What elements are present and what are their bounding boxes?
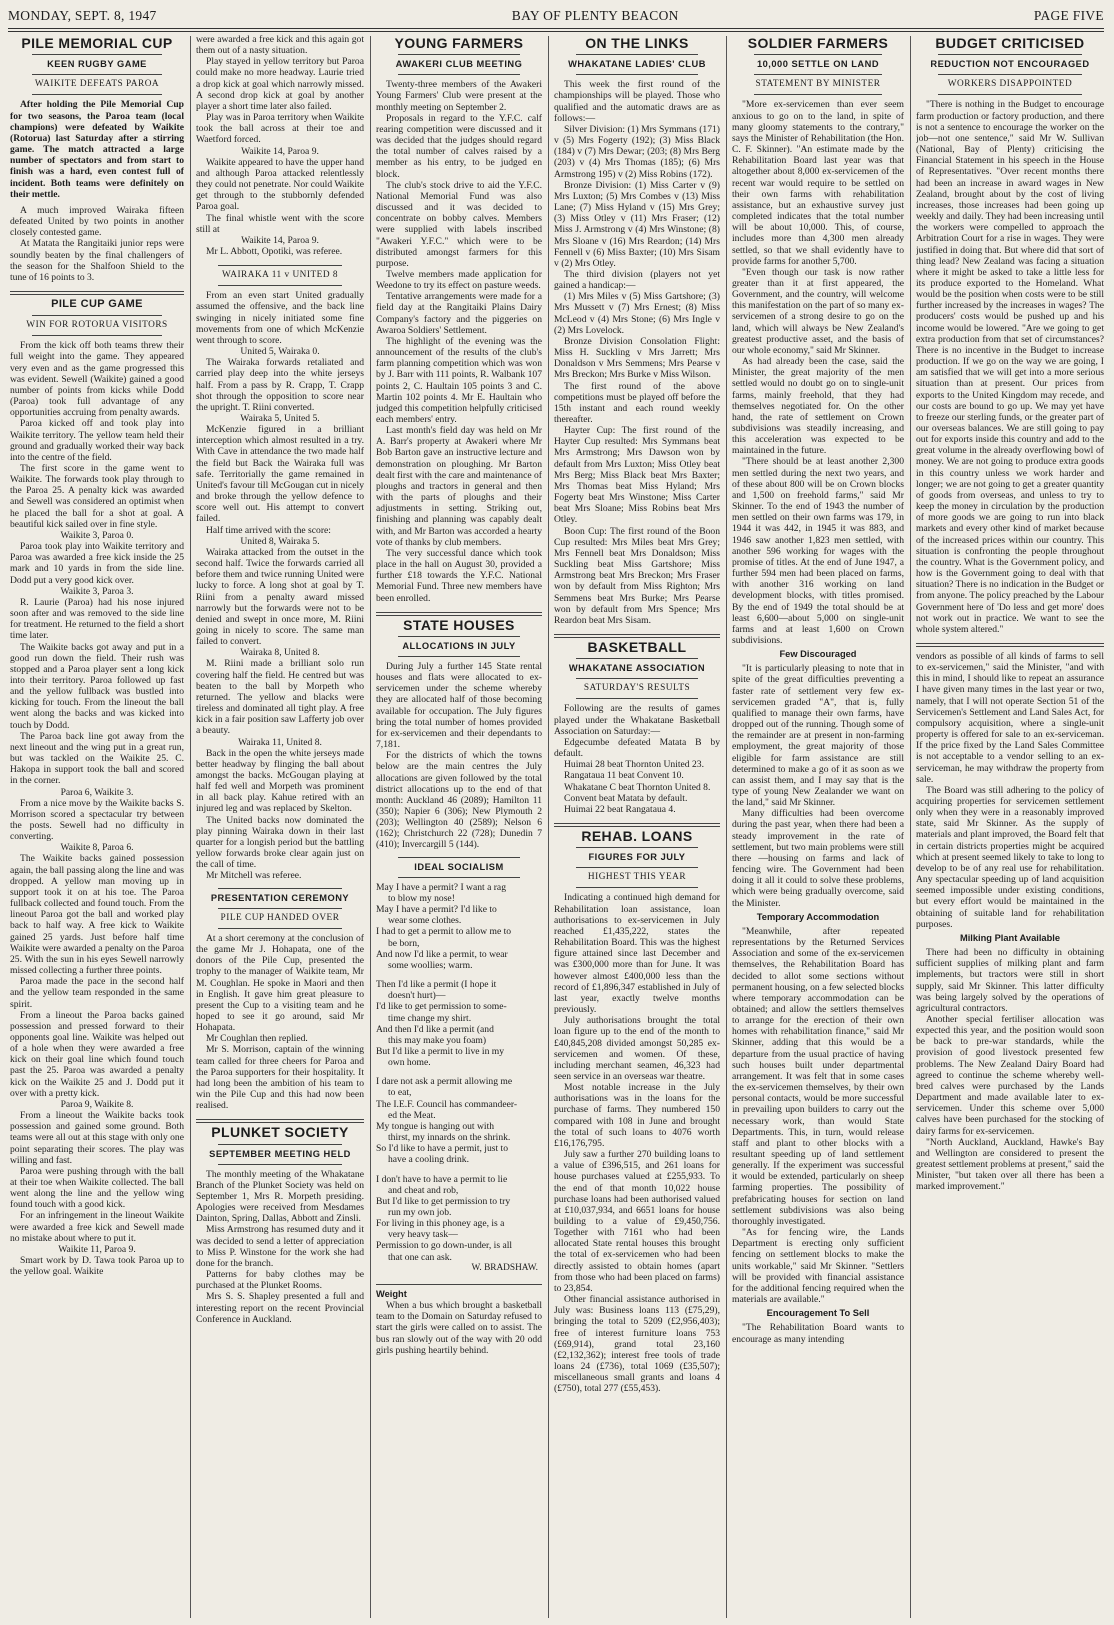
poem-line: May I have a permit? I'd like to [376,904,497,916]
column-4 [554,34,720,1618]
article-headline: PLUNKET SOCIETY [211,1124,349,1141]
poem-line: May I have a permit? I want a rag [376,881,506,893]
divider [398,636,520,637]
score-line: Waikite 3, Paroa 3. [60,585,134,597]
poem-line: this may make you foam) [388,1034,487,1046]
paragraph: The club's stock drive to aid the Y.F.C. National Memorial Fund was also discussed and it was decided to concentrate on bobby calves. Members were supplied with labels inscribed "Awakeri Y.F.C." which were to be distributed amongst farmers for this purpose. [376,179,542,269]
paragraph: Paroa kicked off and took play into Waikite territory. The yellow team held their ground and gradually worked their way back into the centre of the field. [10,418,184,463]
paragraph: The final whistle went with the score still at [196,212,364,235]
subheadline: ALLOCATIONS IN JULY [402,640,516,651]
divider [218,265,342,266]
column-1 [10,34,184,1618]
side-heading: Few Discouraged [779,649,857,660]
article-lead: After holding the Pile Memorial Cup for two seasons, the Paroa team (local champions) were defeated by Waikite (Rotorua) last Saturday after a stirring game. The match attracted a large number of spectators and from start to finish was a hard, even contest full of incident. Both teams were definitely on their mettle. [10,99,184,200]
side-heading: Milking Plant Available [959,932,1061,943]
paragraph: were awarded a free kick and this again got them out of a nasty situation. [196,34,364,57]
paragraph: From an even start United gradually assumed the offensive, and the back line swinging in nicely initiated some fine movements from one of which McKenzie went through to score. [196,290,364,346]
score-line: Waikite 14, Paroa 9. [241,234,319,246]
divider [576,658,698,659]
paragraph: Miss Armstrong has resumed duty and it was decided to send a letter of appreciation to Miss P. Winstone for the work she had done for the branch. [196,1224,364,1269]
paragraph: For an infringement in the lineout Waikite were awarded a free kick and Sewell made no mistake about where to put it. [10,1210,184,1244]
paragraph: "It is particularly pleasing to note that in spite of the great difficulties preventing a faster rate of settlement very few ex-servicemen graded "A", that is, fully qualified to manage their own farms, have dropped out of the running. Though some of the remainder are at present in non-farming employment, the great majority of those eligible for farm assistance are still determined to make a go of it as soon as we can assist them, and I may say that is the type of young New Zealander we want on the land," said Mr Skinner. [732,663,904,809]
paragraph: Waikite appeared to have the upper hand and although Paroa attacked relentlessly they could not penetrate. Nor could Waikite get through to the stubbornly defended Paroa goal. [196,156,364,213]
paragraph: The highlight of the evening was the announcement of the results of the club's farm planning competition which was won by J. Barr with 111 points, R. Walbank 107 points 2, C. Haultain 105 points 3 and C. Martin 102 points 4. Mr E. Haultain who judged this competition helpfully criticised each members' entry. [376,335,542,425]
paragraph: Indicating a continued high demand for Rehabilitation loan assistance, loan authorisations to ex-servicemen in July reached £1,435,222, states the Rehabilitation Board. This was the highest figure attained since last December and was £300,000 more than for June. It was however almost £400,000 less than the record of £1,896,347 established in July of last year, exactly twelve months previously. [554,892,720,1016]
subheadline: SEPTEMBER MEETING HELD [209,1148,351,1159]
divider [576,54,698,55]
poem-line: And then I'd like a permit (and [376,1023,494,1035]
column-6 [916,34,1104,1618]
paragraph: Smart work by D. Tawa took Paroa up to the yellow goal. Waikite [10,1255,184,1278]
divider [32,54,162,55]
divider [754,54,882,55]
paragraph: "North Auckland, Auckland, Hawke's Bay and Wellington are considered to present the greatest settlement problems at present," said the Minister, "but taken over all there has been a marked improvement." [916,1136,1104,1193]
paragraph: Mr L. Abbott, Opotiki, was referee. [206,245,343,257]
column-3 [376,34,542,1618]
masthead-rule [8,28,1104,29]
divider [754,74,882,75]
paragraph: At a short ceremony at the conclusion of the game Mr J. Hohapata, one of the donors of the Pile Cup, presented the trophy to the manager of Waikite team, Mr M. Coughlan. He spoke in Maori and then in English. It gave him great pleasure to present the Cup to a visiting team and he hoped to see it go around, said Mr Hohapata. [196,932,364,1034]
divider [398,877,520,878]
score-line: Paroa 6, Waikite 3. [60,786,134,798]
divider [576,698,698,699]
poem-line: run my own job. [388,1207,452,1218]
score-line: Wairaka 5, United 5. [240,413,320,424]
paragraph: Tentative arrangements were made for a field day at the Rangitaiki Plains Dairy Company's factory and the piggeries on Awaroa Soldiers' Settlement. [376,291,542,336]
article-headline: IDEAL SOCIALISM [414,861,504,872]
paragraph: The Paroa back line got away from the next lineout and the wing put in a great run, but was tackled on the Waikite 25. C. Hakopa in support took the ball and scored in the corner. [10,730,184,787]
result-line: Huimai 28 beat Thornton United 23. [564,759,704,771]
article-headline: PILE MEMORIAL CUP [21,35,173,51]
side-heading: Encouragement To Sell [766,1308,870,1319]
column-rule [726,36,727,1618]
subheadline: KEEN RUGBY GAME [47,59,147,70]
paragraph: "There is nothing in the Budget to encourage farm production or factory production, and there is not a sentence to encourage the worker on the job—not one sentence," said Mr W. Sullivan (National, Bay of Plenty) criticising the Financial Statement in his speech in the House of Representatives. "Over recent months there had been an increase in award wages in New Zealand, brought about by the cost of living increases, those increases had been going up weekly and daily. They had been increasing until the workers were compelled to approach the Arbitration Court for a rise in wages. They were justified in doing that. But where did that sort of thing lead? New Zealand was facing a situation where it might be asked to take a little less for its produce exported to the Homeland. What would be the position when costs were to be still further increased by the increases in wages? The producers' costs would be pushed up and his income would be lowered. "Are we going to get extra production from that set of circumstances? There is no incentive in the Budget to increase production. If we go on the way we are going, I am satisfied that we will get into a more serious situation than at present. Our prices from exports to the United Kingdom may recede, and our costs are bound to go up. We may yet have to freeze our sterling funds, or the greater part of our overseas balances. We are still going to pay out for exports inside this country and add to the great volume in the already overflowing bowl of money. We are not going to produce extra goods in this country unless we work harder and longer; we are not going to get a greater quantity of goods from overseas, and unless to try to keep the money in circulation by the production of more goods we are going to run into black markets and every other kind of market because of the increased prices within our country. This situation is confronting the people throughout the country. What is the Government policy, and how is the Government going to deal with that situation? There is no indication in the Budget or from anyone. The policy preached by the Labour Government here of 'Do less and get more' does not work out in practice. We want to see the whole system altered." [916,99,1104,635]
masthead-rule-thin [8,31,1104,32]
paragraph: "Meanwhile, after repeated representations by the Returned Services Association and some of the ex-servicemen themselves, the Rehabilitation Board has decided to allot some sections without permanent housing, on a few selected blocks where temporary accommodation can be obtained; and allow the settlers themselves to arrange for the erection of their own homes with rehabilitation finance," said Mr Skinner, adding that this would be a departure from the usual practice of having such houses built under departmental arrangement. It was felt that in some cases the ex-servicemen themselves, by their own personal contacts, would be more successful in prevailing upon builders to carry out the necessary work, than would State Departments. This, in turn, would release staff and plant to other blocks with a resultant speeding up of land settlement generally. If the experiment was successful it would be extended, particularly on sheep farming properties. The possibility of prefabricating houses for section on land settlement subdivisions was also being thoroughly investigated. [732,925,904,1227]
article-headline: YOUNG FARMERS [394,35,524,51]
paragraph: vendors as possible of all kinds of farms to sell to ex-servicemen," said the Minister, "and with this in mind, I should like to repeat an assurance I have given many times in the last year or two, namely, that I will not operate Section 51 of the Servicemen's Settlement and Land Sales Act, for compulsory acquisition, where a single-unit property is offered for sale to an ex-serviceman. If the price fixed by the Land Sales Committee is not acceptable to a vendor selling to an ex-serviceman, he may withdraw the property from sale. [916,650,1104,785]
article-headline: PILE CUP GAME [51,297,143,310]
subheadline: WAIRAKA 11 v UNITED 8 [221,270,339,281]
paragraph: The Waikite backs gained possession again, the ball passing along the line and was dropped. A yellow man moving up in support took it on at his toe. The Paroa fullback collected and found touch. From the lineout Paroa got the ball and worked play back to half way. A free kick to Waikite gained 25 yards. Just before half time Waikite were awarded a penalty on the Paroa 25. With the sun in his eyes Sewell narrowly missed collecting a further three points. [10,853,184,977]
paragraph: Twelve members made application for Weedone to try its effect on pasture weeds. [376,268,542,292]
poem-line: I don't have to have a permit to lie [376,1173,508,1185]
divider [218,1144,342,1145]
divider [398,74,520,75]
paragraph: July saw a further 270 building loans to a value of £396,515, and 261 loans for house purchases valued at £255,933. To the end of that month 10,022 house purchase loans had been authorised valued at £10,037,934, and 6651 loans for house building to a value of £9,450,756. Together with 7161 who had been allocated State rental houses this brought the total of ex-servicemen who had been directly assisted to obtain homes (apart from those who had been placed on farms) to 23,854. [554,1149,720,1294]
section-divider [916,643,1104,647]
poem-line: But I'd like to get permission to try [376,1195,511,1207]
result-line: Rangataua 11 beat Convent 10. [564,770,684,782]
divider [576,887,698,888]
paragraph: The first round of the above competitions must be played off before the 15th instant and each round weekly thereafter. [554,380,720,425]
paragraph: Paroa were pushing through with the ball at their toe when Waikite collected. The ball went along the line and the yellow wing found touch with a good kick. [10,1165,184,1211]
paragraph: "The Rehabilitation Board wants to encourage as many intending [732,1322,904,1345]
side-heading: Temporary Accommodation [756,911,880,922]
paragraph: This week the first round of the championships will be played. Those who qualified and the automatic draws are as follows:— [554,79,720,124]
paragraph: From the kick off both teams threw their full weight into the game. They appeared very even and as the game progressed this was evident. Sewell (Waikite) gained a good number of points from kicks while Dodd (Paroa) took full advantage of any opportunities accruing from penalty awards. [10,340,184,419]
paragraph: The Waikite backs got away and put in a good run down the field. Their rush was stopped and a Paroa player sent a long kick into their territory. Paroa followed up fast and the yellow fullback was bustled into kicking for touch. From the lineout the ball went along the backs and was kicked into touch by Dodd. [10,641,184,731]
paragraph: Mr S. Morrison, captain of the winning team called for three cheers for Paroa and the Paroa supporters for their hospitality. It had long been the ambition of his team to win the Pile Cup and this had now been realised. [196,1044,364,1112]
subheadline: PILE CUP HANDED OVER [220,912,340,923]
result-line: Huimai 22 beat Rangataua 4. [564,803,676,815]
paragraph: Paroa took play into Waikite territory and Paroa was awarded a free kick inside the 25 mark and 10 yards in from the side line. Dodd put a very good kick over. [10,541,184,586]
paragraph: Last month's field day was held on Mr A. Barr's property at Awakeri where Mr Bob Barton gave an instructive lecture and demonstration on ploughing. Mr Barton dealt first with the care and maintenance of ploughs and tractors in general and then with the parts of ploughs and their adjustments in setting. Striking out, finishing and planning was capably dealt with, and Mr Barton was accorded a hearty vote of thanks by club members. [376,425,542,548]
divider [218,1164,342,1165]
divider [218,888,342,889]
section-divider [554,823,720,827]
paragraph: Bronze Division: (1) Miss Carter v (9) Mrs Luxton; (5) Mrs Combes v (13) Miss Lane; (7) Miss Hyland v (15) Mrs Grey; (3) Miss Otley v (11) Mrs Fraser; (12) Miss J. Armstrong v (4) Mrs Winstone; (8) Mrs Sloane v (16) Mrs Reardon; (14) Mrs Fennell v (6) Miss Baxter; (10) Mrs Sisam v (2) Mrs Otley. [554,179,720,269]
paragraph: The Wairaka forwards retaliated and carried play deep into the white jerseys half. From a pass by R. Crapp, T. Crapp shot through the opposition to score near the upright. T. Riini converted. [196,357,364,413]
paragraph: Paroa made the pace in the second half and the yellow team responded in the same spirit. [10,976,184,1010]
divider [376,1284,542,1285]
poem-line: Then I'd like a permit (I hope it [376,979,497,991]
paragraph: Other financial assistance authorised in July was: Business loans 113 (£75,29), bringing the total to 5209 (£2,956,403); free of interest furniture loans 753 (£69,914), grand total 23,160 (£2,132,362); interest free tools of trade loans 24 (£736), total 1069 (£35,507); miscellaneous small grants and loans 4 (£750), total 277 (£55,453). [554,1294,720,1395]
subheadline: WORKERS DISAPPOINTED [947,79,1073,90]
section-divider [196,1119,364,1123]
paragraph: From a lineout the Waikite backs took possession and gained some ground. Both teams were all out at this stage with only one point separating their scores. The play was willing and fast. [10,1110,184,1166]
paragraph: At Matata the Rangitaiki junior reps were soundly beaten by the final challengers of the season for the Shalfoon Shield to the tune of 16 points to 3. [10,238,184,283]
column-rule [548,36,549,1618]
paragraph: Twenty-three members of the Awakeri Young Farmers' Club were present at the monthly meeting on September 2. [376,79,542,113]
poem-line: I'd like to get permission to some- [376,1001,507,1013]
paragraph: Back in the open the white jerseys made better headway by flinging the ball about amongst the backs. McGougan playing at half fed well and Morpeth was prominent in all back play. Kahue retired with an injured leg and was replaced by Skelton. [196,747,364,815]
score-line: United 5, Wairaka 0. [240,346,320,358]
paragraph: Play stayed in yellow territory but Paroa could make no more headway. Laurie tried a drop kick at goal which narrowly missed. A second drop kick at goal by another player a short time later also failed. [196,56,364,112]
paragraph: R. Laurie (Paroa) had his nose injured soon after and was removed to the side line for treatment. He returned to the field a short time later. [10,596,184,642]
poem-line: My tongue is hanging out with [376,1120,495,1132]
subheadline: WHAKATANE ASSOCIATION [568,663,706,674]
paragraph: The United backs now dominated the play pinning Wairaka down in their last quarter for a longish period but the battling yellow forwards broke clear again just on the call of time. [196,814,364,871]
paragraph: There had been no difficulty in obtaining sufficient supplies of milking plant and farm implements, but tractors were still in short supply, said Mr Skinner. This latter difficulty was being largely solved by the operations of agricultural contractors. [916,947,1104,1014]
paragraph: Patterns for baby clothes may be purchased at the Plunket Rooms. [196,1269,364,1292]
paragraph: As had already been the case, said the Minister, the great majority of the men settled would no doubt go on to single-unit farms, mainly freehold, that they had themselves negotiated for. On the other hand, the rate of settlement on Crown subdivisions was steadily increasing, and this acceleration was expected to be maintained in the future. [732,356,904,457]
subheadline: SATURDAY'S RESULTS [583,683,691,694]
paragraph: (1) Mrs Miles v (5) Miss Gartshore; (3) Mrs Mussett v (7) Mrs Ernest; (8) Miss McLeod v (4) Mrs Stone; (6) Mrs Ingle v (2) Mrs Lovelock. [554,291,720,336]
poem-line: And now I'd like a permit, to wear [376,948,508,960]
section-divider [376,612,542,616]
subheadline: FIGURES FOR JULY [588,852,686,863]
poem-line: The I.E.F. Council has commandeer- [376,1098,518,1110]
section-divider [554,634,720,638]
paragraph: Proposals in regard to the Y.F.C. calf rearing competition were discussed and it was decided that the judges should regard the total number of calves raised by a member as his entry, to be judged en block. [376,112,542,180]
newspaper-columns [10,34,1106,1620]
result-line: Edgecumbe defeated Matata B by default. [554,736,720,760]
paragraph: Another special fertiliser allocation was expected this year, and the position would soon be back to pre-war standards, while the provision of good livestock presented few problems. The New Zealand Dairy Board had agreed to continue the scheme whereby well-bred calves were purchased by the Lands Department and made available later to ex-servicemen. Under this scheme over 5,000 calves have been purchased for the stocking of dairy farms for ex-servicemen. [916,1013,1104,1137]
result-line: Convent beat Matata by default. [564,792,688,804]
subheadline: REDUCTION NOT ENCOURAGED [930,59,1090,70]
paragraph: When a bus which brought a basketball team to the Domain on Saturday refused to start the girls were called on to assist. The bus ran slowly out of the way with 20 odd girls pushing heartily behind. [376,1300,542,1356]
masthead [8,6,1104,26]
paragraph: Silver Division: (1) Mrs Symmans (171) v (5) Mrs Fogerty (192); (3) Miss Black (184) v (7) Mrs Dewar; (203; (8) Mrs Berg (203) v (4) Mrs Thomas (185); (6) Mrs Armstrong 195) v (2) Miss Robins (172). [554,123,720,180]
divider [218,285,342,286]
paragraph: "There should be at least another 2,300 men settled during the next two years, and of these about 800 will be on Crown blocks and 1,500 on freehold farms," said Mr Skinner. To the end of 1943 the number of men settled on their own farms was 179, in 1944 it was 442, in 1945 it was 883, and 1946 saw another 1,823 men settled, with another 596 working for wages with the promise of titles. At the end of June 1947, a further 594 men had been placed on farms, with another 316 working on land development blocks, with titles promised. By the end of 1949 the total should be at least 6,600—about 5,000 on single-unit farms and at least 1,600 on Crown subdivisions. [732,456,904,646]
poem-line: wear some clothes. [388,915,462,927]
paragraph: During July a further 145 State rental houses and flats were allocated to ex-servicemen under the scheme whereby they are allocated half of those becoming available for occupation. The July figures bring the total number of homes provided for ex-servicemen and their dependants to 7,181. [376,660,542,751]
result-line: Whakatane C beat Thornton United 8. [564,781,711,793]
newspaper-title: BAY OF PLENTY BEACON [511,8,679,23]
poem-line: thirst, my innards on the shrink. [388,1132,511,1144]
score-line: Paroa 9, Waikite 8. [60,1098,134,1110]
poem-line: be born, [388,937,420,949]
paragraph: From a lineout the Paroa backs gained possession and pressed forward to their opponents goal line. Waikite was helped out of a hole when they were awarded a free kick on their goal line which found touch past the 25. Paroa was awarded a penalty kick on the Waikite 25 and J. Dodd put it over with a pretty kick. [10,1009,184,1099]
paragraph: Play was in Paroa territory when Waikite took the ball across at their toe and Waetford forced. [196,112,364,146]
column-rule [910,36,911,1618]
poem-line: For living in this phoney age, is a [376,1218,505,1230]
issue-date: MONDAY, SEPT. 8, 1947 [8,8,157,23]
item-heading: Weight [376,1288,407,1299]
section-divider [10,291,184,295]
divider [938,94,1082,95]
divider [398,857,520,858]
paragraph: "As for fencing wire, the Lands Department is erecting only sufficient fencing on settlement blocks to make the units workable," said Mr Skinner. "Settlers will be provided with financial assistance for the additional fencing required when the materials are available." [732,1227,904,1306]
divider [938,54,1082,55]
subheadline: WAIKITE DEFEATS PAROA [34,79,160,90]
divider [398,54,520,55]
divider [576,847,698,848]
divider [576,867,698,868]
paragraph: The monthly meeting of the Whakatane Branch of the Plunket Society was held on September 1, Mrs R. Morpeth presiding. Apologies were received from Mesdames Dainton, Spring, Dallas, Abbott and Zinsli. [196,1168,364,1225]
article-headline: BASKETBALL [587,638,687,655]
paragraph: Many difficulties had been overcome during the past year, when there had been a steady improvement in the rate of settlement, but two main problems were still there —housing on farms and lack of fencing wire. The Government had been doing it all it could to solve these problems, which were being gradually overcome, said the Minister. [732,808,904,909]
poem-line: doesn't hurt)— [388,990,446,1002]
paragraph: July authorisations brought the total loan figure up to the end of the month to £40,845,208 divided amongst 50,285 ex-servicemen and women. Of these, including merchant seamen, 46,323 had seen service in an overseas war theatre. [554,1015,720,1082]
subheadline: WIN FOR ROTORUA VISITORS [26,320,168,331]
column-2 [196,34,364,1618]
score-line: Waikite 14, Paroa 9. [241,145,319,157]
score-line: Waikite 3, Paroa 0. [60,529,134,541]
paragraph: A much improved Wairaka fifteen defeated United by two points in another closely contested game. [10,204,184,239]
subheadline: HIGHEST THIS YEAR [587,872,687,883]
poem-line: some woollies; warm. [388,959,473,971]
paragraph: "Even though our task is now rather greater than it at first appeared, the Government, and the country, will welcome this manifestation on the part of so many ex-servicemen of a strong desire to go on the land, which will always be New Zealand's greatest productive asset, and the basis of our whole economy," said Mr Skinner. [732,266,904,356]
divider [32,315,162,316]
poem-line: Permission to go down-under, is all [376,1240,513,1252]
paragraph: The Board was still adhering to the policy of acquiring properties for servicemen settlement only when they were in a reasonably improved state, said Mr Skinner. As the supply of materials and plant improved, the Board felt that in certain districts properties might be acquired which at present seemed likely to take to long to develop to be of any real use for rehabilitation. Any spectacular speeding up of land acquisition seemed impossible under existing conditions, but every effort would be maintained in the obtaining of suitable land for rehabilitation purposes. [916,784,1104,930]
column-rule [190,36,191,1618]
paragraph: Mr Coughlan then replied. [206,1033,308,1045]
divider [754,94,882,95]
poem-line: own home. [388,1057,431,1069]
poem-line: very heavy task— [388,1229,458,1241]
article-headline: STATE HOUSES [403,616,515,633]
divider [938,74,1082,75]
poem-line: have a cooling drink. [388,1154,469,1166]
divider [398,656,520,657]
score-line: Waikite 8, Paroa 6. [60,842,134,854]
column-rule [370,36,371,1618]
divider [32,74,162,75]
paragraph: Mrs S. S. Shapley presented a full and interesting report on the recent Provincial Conference in Auckland. [196,1291,364,1325]
poem-line: time change my shirt. [388,1012,472,1024]
column-5 [732,34,904,1618]
paragraph: For the districts of which the towns below are the main centres the July allocations are given followed by the total district allocations up to the end of that month: Auckland 46 (2089); Hamilton 11 (350); Napier 6 (306); New Plymouth 2 (203); Wellington 40 (2589); Nelson 6 (162); Christchurch 22 (728); Dunedin 7 (410); Invercargill 5 (144). [376,750,542,851]
paragraph: Wairaka attacked from the outset in the second half. Twice the forwards carried all before them and twice running United were lucky to force. A long shot at goal by T. Riini from a penalty award missed narrowly but the forwards were not to be denied and swept in once more, M. Riini going in nicely to score. The same man failed to convert. [196,546,364,648]
paragraph: The third division (players not yet gained a handicap:— [554,268,720,292]
paragraph: Hayter Cup: The first round of the Hayter Cup resulted: Mrs Symmans beat Mrs Armstrong; Mrs Dawson won by default from Mrs Luxton; Miss Otley beat Mrs Berg; Miss Black beat Mrs Baxter; Mrs Thomas beat Miss Hyland; Mrs Fogerty beat Mrs Winstone; Miss Carter beat Mrs Sloane; Miss Robins beat Mrs Otley. [554,425,720,526]
subheadline: STATEMENT BY MINISTER [755,79,881,90]
paragraph: Following are the results of games played under the Whakatane Basketball Association on Saturday:— [554,703,720,737]
poem-line: to blow my nose! [388,892,455,904]
paragraph: Mr Mitchell was referee. [206,870,302,882]
paragraph: The first score in the game went to Waikite. The forwards took play through to the Paroa 25. A penalty kick was awarded and Sewell was considered an optimist when he placed the ball for a shot at goal. A beautiful kick sailed over in fine style. [10,463,184,530]
poem-line: that one can ask. [388,1251,452,1263]
page-number: PAGE FIVE [1033,8,1104,23]
divider [32,335,162,336]
divider [218,928,342,929]
article-headline: REHAB. LOANS [581,828,693,844]
poem-line: to eat, [388,1087,412,1099]
divider [218,908,342,909]
subheadline: WHAKATANE LADIES' CLUB [568,59,706,70]
poem-line: So I'd like to have a permit, just to [376,1143,509,1155]
poem-line: and cheat and rob, [388,1184,459,1196]
paragraph: Most notable increase in the July authorisations was in the loans for the purchase of farms. They numbered 150 compared with 108 in June and brought the total of such loans to 4076 worth £16,176,795. [554,1082,720,1149]
paragraph: "More ex-servicemen than ever seem anxious to go on to the land, in spite of many gloomy statements to the contrary," says the Minister of Rehabilitation (the Hon. C. F. Skinner). "An estimate made by the Rehabilitation Board last year was that altogether about 8,000 ex-servicemen of the recent war would require to be settled on their own farms with rehabilitation assistance, but an exhaustive survey just completed indicates that the total number will be about 10,000. This, of course, includes more than 4,300 men already settled, so that we shall evidently have to provide farms for another 5,700. [732,99,904,267]
divider [576,74,698,75]
divider [576,678,698,679]
paragraph: From a nice move by the Waikite backs S. Morrison scored a spectacular try between the posts. Sewell had no difficulty in converting. [10,797,184,843]
paragraph: McKenzie figured in a brilliant interception which almost resulted in a try. With Cave in attendance the two made half the field but Back the Wairaka full was safe. Territorially the game remained in United's favour till McGougan cut in nicely and broke through the yellow defence to score well out. His attempt to convert failed. [196,424,364,525]
poem-line: But I'd like a permit to live in my [376,1045,505,1057]
paragraph: Bronze Division Consolation Flight: Miss H. Suckling v Mrs Jarrett; Mrs Donaldson v Mrs Semmens; Mrs Pearse v Mrs Breckon; Mrs Burke v Miss Wilson. [554,335,720,381]
poem-author: W. BRADSHAW. [471,1262,538,1273]
poem-line: I dare not ask a permit allowing me [376,1076,513,1088]
subheadline: 10,000 SETTLE ON LAND [756,59,880,70]
score-line: United 8, Wairaka 5. [240,535,320,547]
article-headline: ON THE LINKS [585,35,689,51]
score-line: Wairaka 8, United 8. [240,647,320,659]
article-headline: SOLDIER FARMERS [747,35,889,51]
article-headline: BUDGET CRITICISED [935,35,1085,51]
score-line: Wairaka 11, United 8. [238,736,322,748]
paragraph: Half time arrived with the score: [206,524,331,536]
poem-line: ed the Meat. [388,1109,436,1121]
subheadline: AWAKERI CLUB MEETING [395,59,523,70]
poem [376,882,542,1263]
score-line: Waikite 11, Paroa 9. [58,1243,136,1255]
paragraph: The very successful dance which took place in the hall on August 30, provided a further £18 towards the Y.F.C. National Memorial Fund. Three new members have been enrolled. [376,547,542,604]
paragraph: M. Riini made a brilliant solo run covering half the field. He centred but was beaten to the ball by Morpeth who returned. The yellow and blacks were tireless and dominated all tight play. A free kick in a fair position saw Lafferty job over a beauty. [196,658,364,737]
divider [32,94,162,95]
paragraph: Boon Cup: The first round of the Boon Cup resulted: Mrs Miles beat Mrs Grey; Mrs Fennell beat Mrs Donaldson; Miss Suckling beat Miss Gartshore; Miss Armstrong beat Mrs Breckon; Mrs Fraser won by default from Miss Righton; Mrs Semmens beat Mrs Burke; Mrs Pearse won by default from Mrs Spence; Mrs Reardon beat Mrs Sisam. [554,525,720,626]
article-headline: PRESENTATION CEREMONY [210,892,350,903]
poem-line: I had to get a permit to allow me to [376,926,512,938]
